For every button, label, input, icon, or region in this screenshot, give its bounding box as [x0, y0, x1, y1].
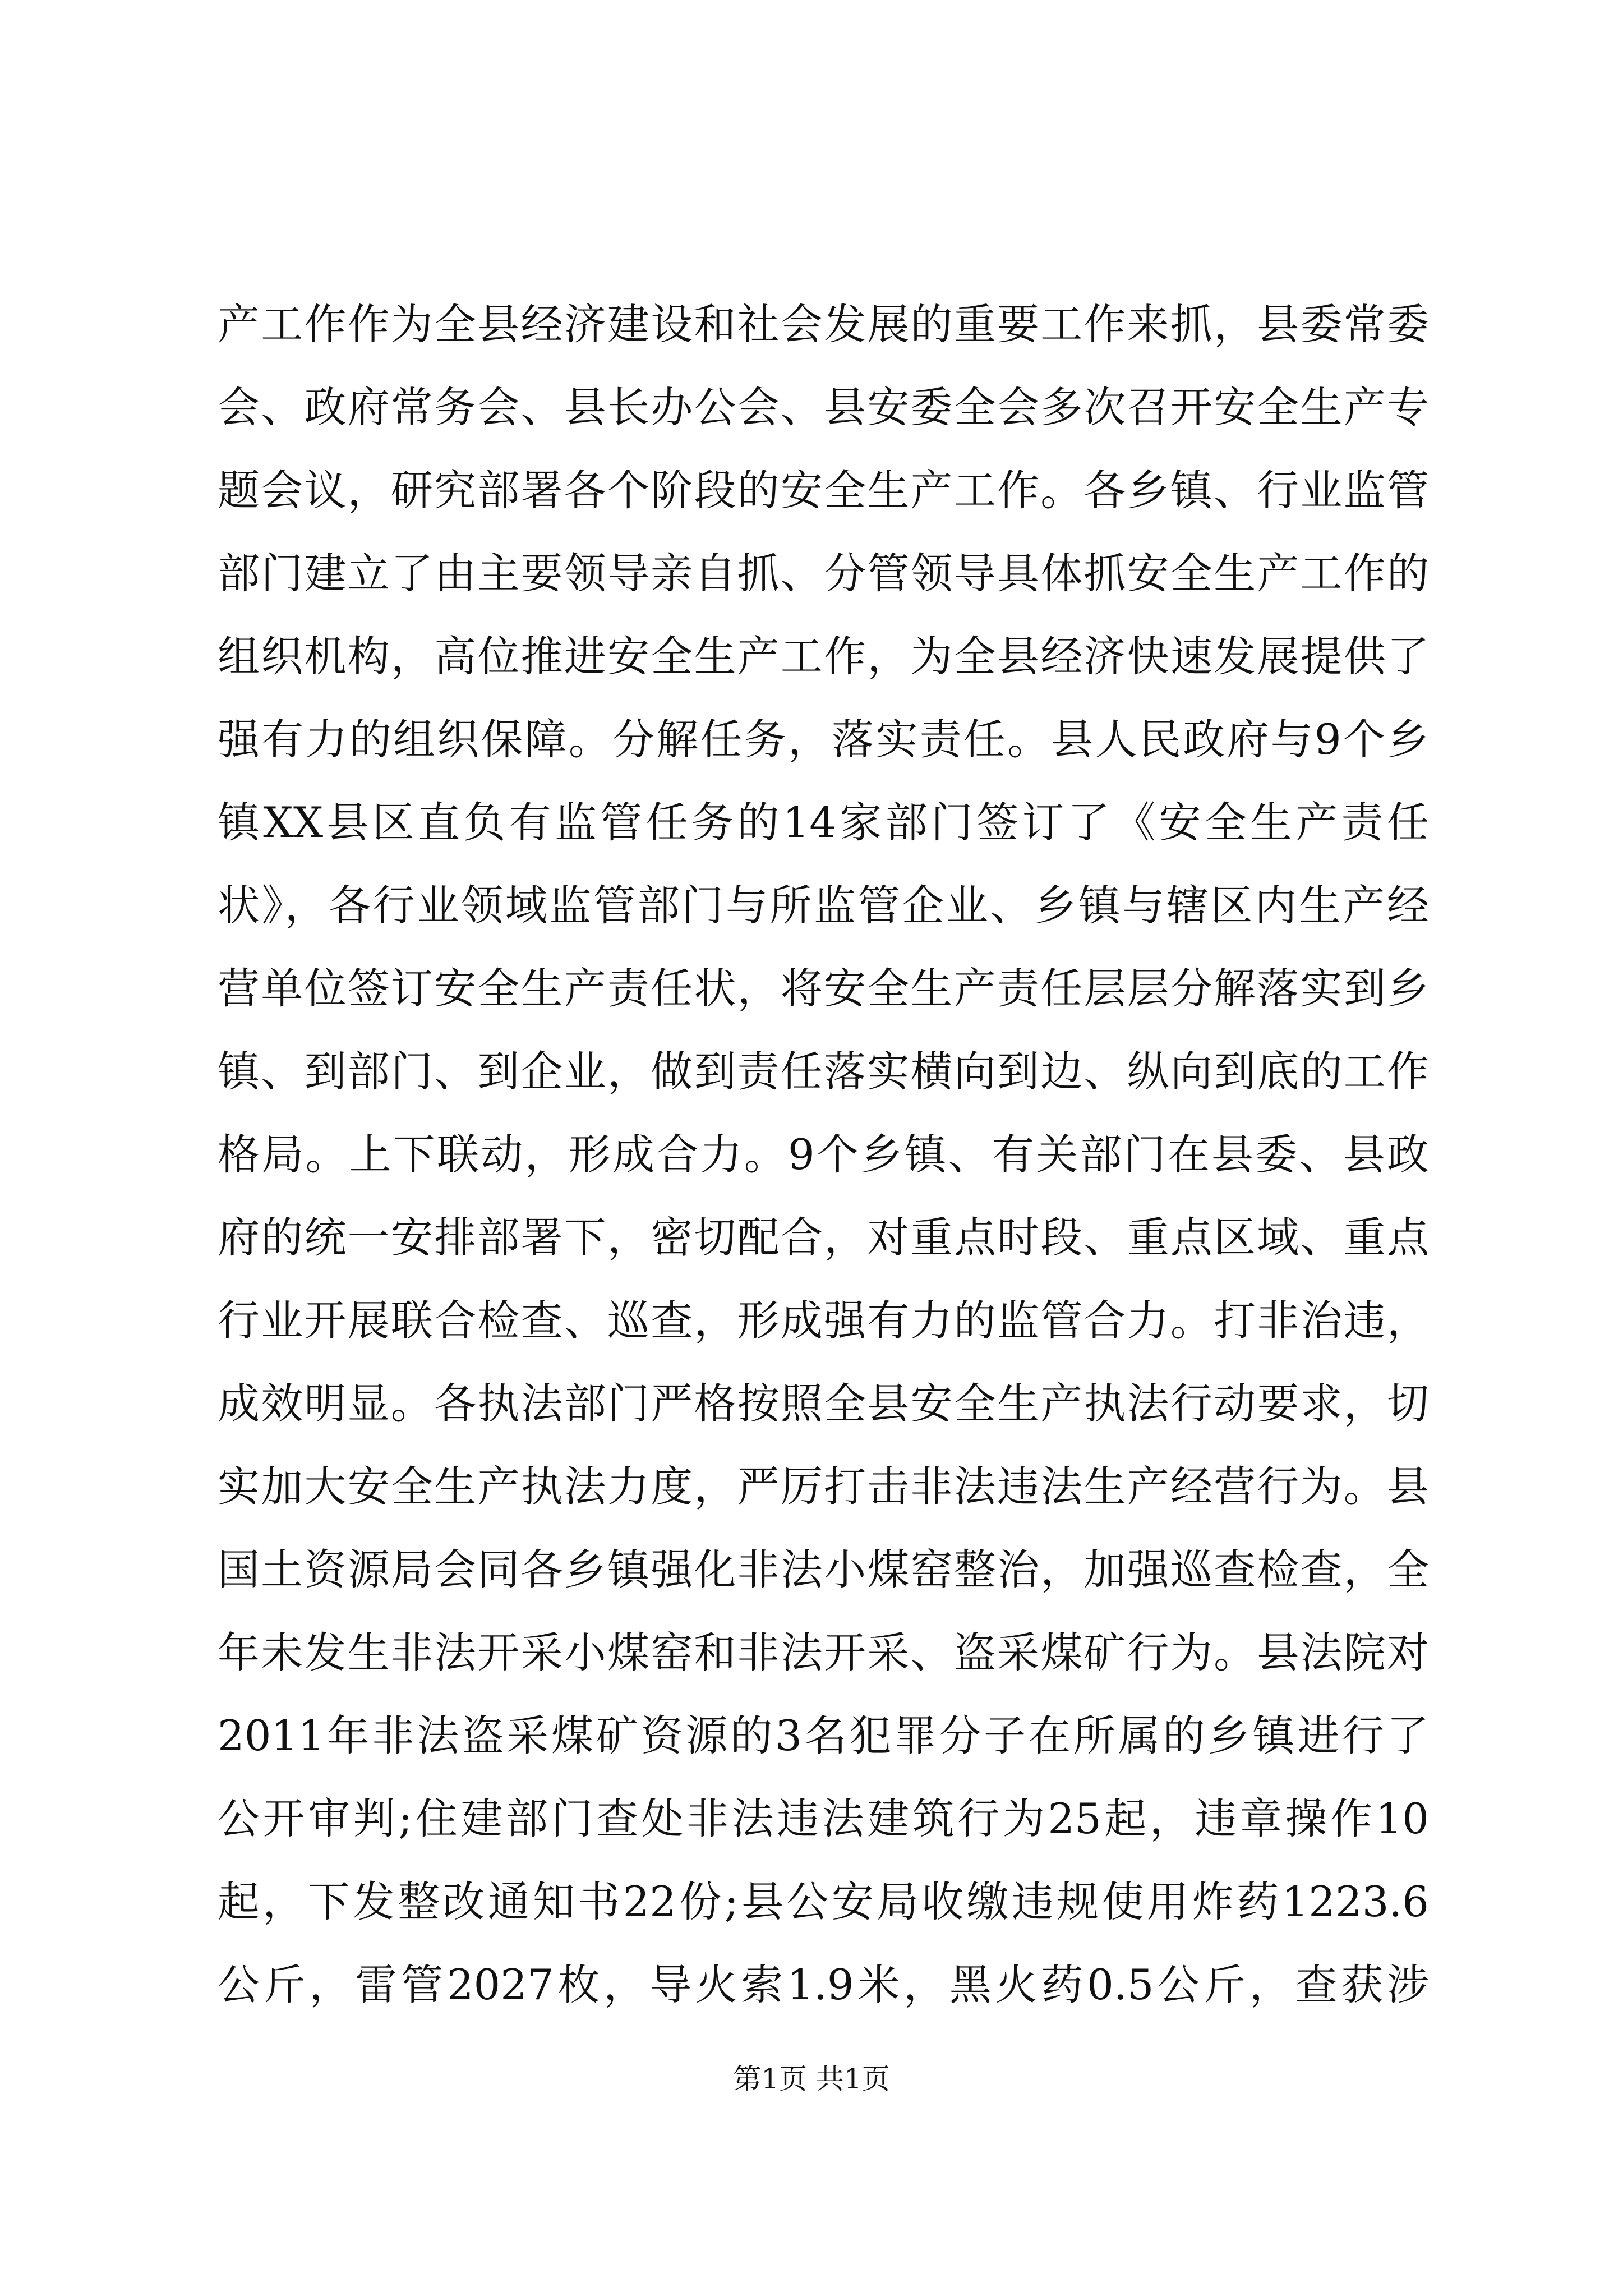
- text-line: 年未发生非法开采小煤窑和非法开采、盗采煤矿行为。县法院对: [218, 1628, 1429, 1677]
- text-line: 2011年非法盗采煤矿资源的3名犯罪分子在所属的乡镇进行了: [218, 1711, 1429, 1760]
- text-line: 组织机构，高位推进安全生产工作，为全县经济快速发展提供了: [218, 632, 1429, 681]
- text-line: 状》，各行业领域监管部门与所监管企业、乡镇与辖区内生产经: [218, 881, 1429, 930]
- text-line: 府的统一安排部署下，密切配合，对重点时段、重点区域、重点: [218, 1213, 1429, 1262]
- text-line: 起，下发整改通知书22份;县公安局收缴违规使用炸药1223.6: [218, 1877, 1429, 1926]
- text-line: 强有力的组织保障。分解任务，落实责任。县人民政府与9个乡: [218, 715, 1429, 764]
- text-line: 行业开展联合检查、巡查，形成强有力的监管合力。打非治违，: [218, 1296, 1429, 1345]
- text-line: 部门建立了由主要领导亲自抓、分管领导具体抓安全生产工作的: [218, 549, 1429, 598]
- text-line: 公斤，雷管2027枚，导火索1.9米，黑火药0.5公斤，查获涉: [218, 1960, 1429, 2009]
- text-line: 格局。上下联动，形成合力。9个乡镇、有关部门在县委、县政: [218, 1130, 1429, 1179]
- text-line: 镇XX县区直负有监管任务的14家部门签订了《安全生产责任: [218, 798, 1429, 847]
- text-line: 会、政府常务会、县长办公会、县安委全会多次召开安全生产专: [218, 383, 1429, 432]
- text-line: 题会议，研究部署各个阶段的安全生产工作。各乡镇、行业监管: [218, 466, 1429, 515]
- text-line: 产工作作为全县经济建设和社会发展的重要工作来抓，县委常委: [218, 300, 1429, 349]
- text-line: 国土资源局会同各乡镇强化非法小煤窑整治，加强巡查检查，全: [218, 1545, 1429, 1594]
- text-line: 实加大安全生产执法力度，严厉打击非法违法生产经营行为。县: [218, 1462, 1429, 1511]
- page-footer: 第1页 共1页: [733, 2063, 890, 2095]
- text-line: 镇、到部门、到企业，做到责任落实横向到边、纵向到底的工作: [218, 1047, 1429, 1096]
- text-line: 营单位签订安全生产责任状，将安全生产责任层层分解落实到乡: [218, 964, 1429, 1013]
- text-line: 成效明显。各执法部门严格按照全县安全生产执法行动要求，切: [218, 1379, 1429, 1428]
- text-line: 公开审判;住建部门查处非法违法建筑行为25起，违章操作10: [218, 1794, 1429, 1843]
